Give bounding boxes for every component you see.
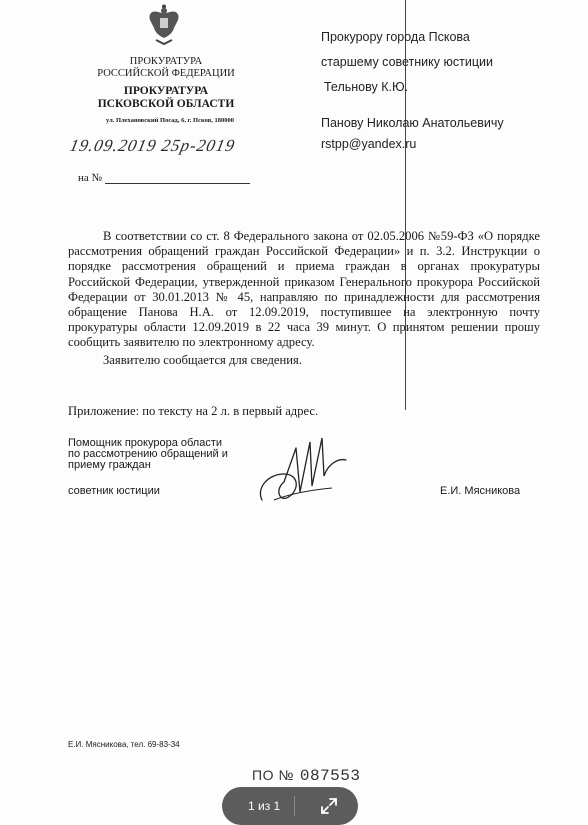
- page-viewer-controls: [222, 787, 358, 825]
- org-bold-line2: ПСКОВСКОЙ ОБЛАСТИ: [97, 98, 235, 110]
- letter-body: [68, 229, 540, 368]
- page-indicator: 1 из 1: [248, 799, 281, 813]
- handwritten-signature: [250, 430, 360, 520]
- executor-contact: Е.И. Мясникова, тел. 69-83-34: [68, 740, 180, 749]
- signer-position-line3: приему граждан: [68, 459, 151, 471]
- reference-number-line: [105, 183, 250, 184]
- pager-divider: [294, 796, 295, 816]
- stamp-label: ПО №: [252, 767, 294, 783]
- coat-of-arms-emblem: [144, 4, 184, 46]
- attachment-line: Приложение: по тексту на 2 л. в первый адрес.: [68, 404, 319, 418]
- registration-stamp: [252, 767, 360, 785]
- stamp-number: 087553: [299, 767, 361, 785]
- recipient-line4: Панову Николаю Анатольевичу: [321, 116, 504, 130]
- expand-icon[interactable]: [319, 796, 339, 816]
- signer-position-line1: Помощник прокурора области: [68, 437, 223, 449]
- signer-name: Е.И. Мясникова: [440, 485, 521, 497]
- handwritten-date-number: 19.09.2019 25р-2019: [68, 136, 238, 155]
- body-paragraph-1: В соответствии со ст. 8 Федерального закона от 02.05.2006 №59-ФЗ «О порядке рассмотрения обращений граждан Российской Федерации» и п. 3.2. Инструкции о порядке рассмотрения обращений и приема граждан в органах прокуратуры Российской Федерации, утвержденной приказом Генерального прокурора Российской Федерации от 30.01.2013 № 45, направляю по принадлежности для рассмотрения обращение Панова Н.А. от 12.09.2019, поступившее на электронную почту прокуратуры области 12.09.2019 в 22 часа 39 минут. О принятом решении прошу сообщить заявителю по электронному адресу.: [68, 229, 540, 350]
- recipient-line2: старшему советнику юстиции: [321, 55, 493, 69]
- signer-position-line2: по рассмотрению обращений и: [68, 448, 228, 460]
- org-bold-line1: ПРОКУРАТУРА: [123, 85, 209, 97]
- reference-number-label: на №: [78, 172, 103, 184]
- body-paragraph-2: Заявителю сообщается для сведения.: [103, 352, 302, 367]
- org-address: ул. Плехановский Посад, 6, г. Псков, 180000: [105, 117, 234, 124]
- recipient-line3: Тельнову К.Ю.: [324, 80, 409, 94]
- signer-rank: советник юстиции: [68, 485, 160, 497]
- recipient-line1: Прокурору города Пскова: [321, 30, 470, 44]
- recipient-email: rstpp@yandex.ru: [321, 137, 417, 151]
- org-name-line1: ПРОКУРАТУРА: [129, 56, 203, 67]
- org-name-line2: РОССИЙСКОЙ ФЕДЕРАЦИИ: [97, 68, 235, 79]
